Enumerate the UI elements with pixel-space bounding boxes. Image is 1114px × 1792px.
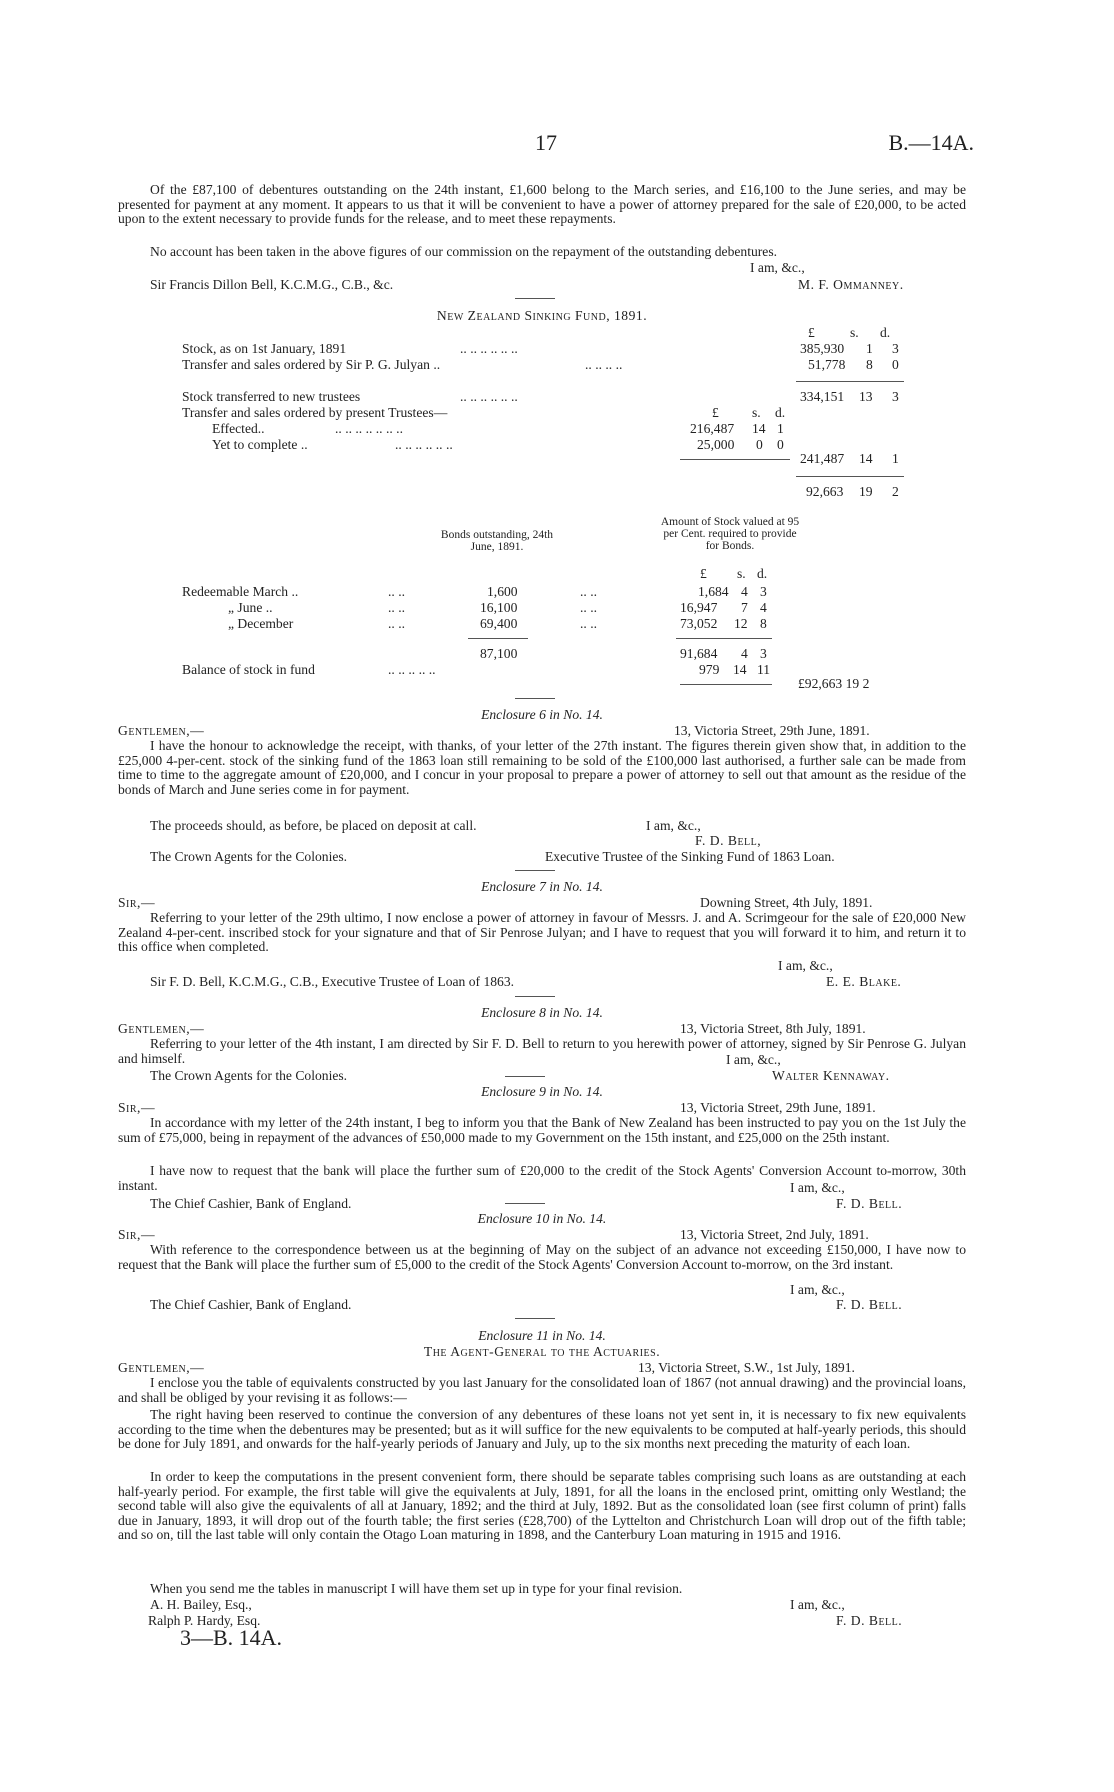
enc7-title: Enclosure 7 in No. 14.	[481, 879, 603, 894]
divider	[515, 870, 555, 871]
divider	[505, 1203, 545, 1204]
enc6-para-1: I have the honour to acknowledge the receipt, with thanks, of your letter of the 27th instant. The figures therein given show that, in addition to the £25,000 4-per-cent. stock of the sinking fund of the 1863 loan still remaining to be sold of the £100,000 last authorised, a further sale can be made from time to time to the aggregate amount of £20,000, and I concur in your proposal to prepare a power of attorney to sell out that amount as the residue of the bonds of March and June series come in for payment.	[118, 738, 966, 797]
enc9-para-1: In accordance with my letter of the 24th instant, I beg to inform you that the Bank of New Zealand has been instructed to pay you on the 1st July the sum of £75,000, being in repayment of the advances of £50,000 made to my Government on the 15th instant, and £25,000 on the 25th instant.	[118, 1115, 966, 1145]
bond-row-dots: .. .. .. .. ..	[388, 662, 436, 677]
bond-row-label: „ June ..	[228, 600, 273, 615]
bonds-balance-label: Balance of stock in fund	[182, 662, 315, 677]
ommanney-para-2: No account has been taken in the above figures of our commission on the repayment of the outstanding debentures.	[150, 244, 778, 259]
bond-row-outstanding: 16,100	[480, 600, 518, 615]
sf-transferred-dots: .. .. .. .. .. ..	[460, 389, 518, 404]
sf-present-total-s: 14	[859, 451, 873, 466]
col-d: d.	[880, 325, 891, 340]
sf-balance-s: 19	[859, 484, 873, 499]
enc8-para-1: Referring to your letter of the 4th instant, I am directed by Sir F. D. Bell to return to you herewith power of attorney, signed by Sir Penrose G. Julyan and himself.	[118, 1036, 966, 1066]
bond-row-dots: .. ..	[580, 584, 597, 599]
inner-col-s: s.	[752, 405, 761, 420]
col-pound: £	[808, 325, 815, 340]
sf-effected-dots: .. .. .. .. .. .. ..	[335, 421, 403, 436]
bond-row-dots: .. ..	[388, 600, 405, 615]
page-number: 17	[535, 130, 557, 155]
enc11-address: 13, Victoria Street, S.W., 1st July, 1891.	[638, 1360, 855, 1375]
sf-row-dots: .. .. .. .. .. ..	[460, 341, 518, 356]
bonds-balance-pounds: 979	[699, 662, 720, 677]
enc9-address: 13, Victoria Street, 29th June, 1891.	[680, 1100, 876, 1115]
enc9-salutation: Sir,—	[118, 1100, 156, 1115]
bond-row-s: 7	[741, 600, 748, 615]
sf-balance-d: 2	[892, 484, 899, 499]
bonds-col-s: s.	[737, 566, 746, 581]
bonds-balance-d: 11	[757, 662, 771, 677]
bond-row-pounds: 73,052	[680, 616, 718, 631]
enc9-title: Enclosure 9 in No. 14.	[481, 1084, 603, 1099]
sf-present-total-pounds: 241,487	[800, 451, 845, 466]
bond-row-pounds: 16,947	[680, 600, 718, 615]
enc8-title: Enclosure 8 in No. 14.	[481, 1005, 603, 1020]
sf-effected-s: 14	[752, 421, 766, 436]
bonds-total-pounds: 91,684	[680, 646, 718, 661]
bonds-grand-total: £92,663 19 2	[798, 676, 870, 691]
col-s: s.	[850, 325, 859, 340]
bonds-rule	[676, 638, 772, 639]
bond-row-s: 12	[734, 616, 748, 631]
bonds-col-pound: £	[700, 566, 707, 581]
sf-yet-label: Yet to complete ..	[212, 437, 308, 452]
enc11-para-3: In order to keep the computations in the present convenient form, there should be separate tables comprising such loans as are outstanding at each half-yearly period. For example, the first table will give the equivalents at July, 1891, for all the loans in the enclosed print, omitting only Westland; the second table will also give the equivalents of all at January, 1892; and the third at July, 1892. But as the consolidated loan (see first column of print) falls due in January, 1893, it will drop out of the fourth table; the first series (£28,700) of the Lyttelton and Christchurch Loan will drop out of the fifth table; and so on, till the last table will only contain the Otago Loan maturing in 1898, and the Canterbury Loan maturing in 1915 and 1916.	[118, 1469, 966, 1543]
enc9-signature: F. D. Bell.	[836, 1196, 903, 1211]
divider	[515, 1318, 555, 1319]
enc8-closing: I am, &c.,	[726, 1052, 781, 1067]
enc8-signature: Walter Kennaway.	[772, 1068, 890, 1083]
enc6-address: 13, Victoria Street, 29th June, 1891.	[674, 723, 870, 738]
enc11-addressee-1: A. H. Bailey, Esq.,	[150, 1597, 252, 1612]
enc11-para-2: The right having been reserved to continue the conversion of any debentures of these loans not yet sent in, it is necessary to fix new equivalents according to the time when the debentures may be presented; but as it will suffice for the new equivalents to be computed at half-yearly periods, this should be done for July 1891, and onwards for the half-yearly periods of January and July, up to the six months next preceding the maturity of each loan.	[118, 1407, 966, 1452]
divider	[515, 698, 555, 699]
bonds-rule	[680, 684, 772, 685]
bond-row-dots: .. ..	[580, 616, 597, 631]
ommanney-signature: M. F. Ommanney.	[798, 277, 904, 292]
enc10-addressee: The Chief Cashier, Bank of England.	[150, 1297, 352, 1312]
sf-row-dots: .. .. .. ..	[585, 357, 623, 372]
sf-effected-label: Effected..	[212, 421, 265, 436]
enc7-signature: E. E. Blake.	[826, 974, 902, 989]
bonds-head-outstanding: Bonds outstanding, 24th June, 1891.	[440, 529, 554, 553]
inner-col-pound: £	[712, 405, 719, 420]
enc6-addressee: The Crown Agents for the Colonies.	[150, 849, 348, 864]
enc11-signature: F. D. Bell.	[836, 1613, 903, 1628]
sf-transferred-label: Stock transferred to new trustees	[182, 389, 361, 404]
sf-balance-pounds: 92,663	[806, 484, 844, 499]
sf-subtotal-pounds: 334,151	[800, 389, 845, 404]
bond-row-outstanding: 69,400	[480, 616, 518, 631]
bonds-head-stock: Amount of Stock valued at 95 per Cent. required to provide for Bonds.	[660, 516, 800, 552]
sf-row-label: Transfer and sales ordered by Sir P. G. Julyan ..	[182, 357, 441, 372]
enc10-para-1: With reference to the correspondence between us at the beginning of May on the subject of an advance not exceeding £150,000, I have now to request that the Bank will place the further sum of £5,000 to the credit of the Stock Agents' Conversion Account to-morrow, on the 3rd instant.	[118, 1242, 966, 1272]
sf-present-label: Transfer and sales ordered by present Trustees—	[182, 405, 448, 420]
sf-row-pounds: 51,778	[808, 357, 846, 372]
enc9-addressee: The Chief Cashier, Bank of England.	[150, 1196, 352, 1211]
divider	[515, 996, 555, 997]
enc6-signature: F. D. Bell,	[695, 833, 762, 848]
total-rule	[796, 476, 904, 477]
bond-row-d: 8	[760, 616, 767, 631]
sinking-fund-title: New Zealand Sinking Fund, 1891.	[436, 308, 648, 323]
enc10-salutation: Sir,—	[118, 1227, 156, 1242]
sheet-reference: 3—B. 14A.	[180, 1625, 283, 1650]
enc7-addressee: Sir F. D. Bell, K.C.M.G., C.B., Executive Trustee of Loan of 1863.	[150, 974, 515, 989]
bonds-rule	[468, 638, 528, 639]
sf-effected-pounds: 216,487	[690, 421, 735, 436]
bond-row-outstanding: 1,600	[487, 584, 518, 599]
sf-row-label: Stock, as on 1st January, 1891	[182, 341, 347, 356]
total-rule	[796, 381, 904, 382]
enc6-salutation: Gentlemen,—	[118, 723, 205, 738]
enc11-addressee-2: Ralph P. Hardy, Esq.	[148, 1613, 261, 1628]
ommanney-para-1: Of the £87,100 of debentures outstanding on the 24th instant, £1,600 belong to the March series, and £16,100 to the June series, and may be presented for payment at any moment. It appears to us that it will be convenient to have a power of attorney prepared for the sale of £20,000, to be acted upon to the extent necessary to provide funds for the release, and to meet these repayments.	[118, 182, 966, 227]
bond-row-s: 4	[741, 584, 748, 599]
sf-yet-dots: .. .. .. .. .. ..	[395, 437, 453, 452]
bond-row-dots: .. ..	[388, 584, 405, 599]
bonds-total-d: 3	[760, 646, 767, 661]
sf-yet-s: 0	[756, 437, 763, 452]
sf-yet-pounds: 25,000	[697, 437, 735, 452]
sf-row-d: 3	[892, 341, 899, 356]
ommanney-closing: I am, &c.,	[750, 260, 805, 275]
bonds-total-outstanding: 87,100	[480, 646, 518, 661]
bond-row-dots: .. ..	[388, 616, 405, 631]
enc9-para-2: I have now to request that the bank will place the further sum of £20,000 to the credit of the Stock Agents' Conversion Account to-morrow, 30th instant.	[118, 1163, 966, 1193]
sf-effected-d: 1	[777, 421, 784, 436]
enc7-closing: I am, &c.,	[778, 958, 833, 973]
enc7-para-1: Referring to your letter of the 29th ultimo, I now enclose a power of attorney in favour of Messrs. J. and A. Scrimgeour for the sale of £20,000 New Zealand 4-per-cent. inscribed stock for your signature and that of Sir Penrose Julyan; and I have to request that you will forward it to him, and return it to this office when completed.	[118, 910, 966, 955]
ommanney-addressee: Sir Francis Dillon Bell, K.C.M.G., C.B., &c.	[150, 277, 394, 292]
bonds-balance-s: 14	[733, 662, 747, 677]
subtotal-rule	[680, 459, 790, 460]
enc6-closing: I am, &c.,	[646, 818, 701, 833]
enc11-para-4: When you send me the tables in manuscript I will have them set up in type for your final revision.	[150, 1581, 683, 1596]
divider	[505, 1076, 545, 1077]
bond-row-pounds: 1,684	[698, 584, 729, 599]
enc10-address: 13, Victoria Street, 2nd July, 1891.	[680, 1227, 869, 1242]
enc9-closing: I am, &c.,	[790, 1180, 845, 1195]
bond-row-d: 4	[760, 600, 767, 615]
enc11-subtitle: The Agent-General to the Actuaries.	[423, 1344, 661, 1359]
sf-row-s: 1	[866, 341, 873, 356]
enc10-title: Enclosure 10 in No. 14.	[477, 1211, 607, 1226]
enc8-addressee: The Crown Agents for the Colonies.	[150, 1068, 348, 1083]
enc10-closing: I am, &c.,	[790, 1282, 845, 1297]
bonds-total-s: 4	[741, 646, 748, 661]
enc7-salutation: Sir,—	[118, 895, 156, 910]
enc6-para-2: The proceeds should, as before, be placed on deposit at call.	[150, 818, 477, 833]
bond-row-dots: .. ..	[580, 600, 597, 615]
enc11-closing: I am, &c.,	[790, 1597, 845, 1612]
enc10-signature: F. D. Bell.	[836, 1297, 903, 1312]
enc11-salutation: Gentlemen,—	[118, 1360, 205, 1375]
document-reference: B.—14A.	[888, 130, 974, 155]
enc8-address: 13, Victoria Street, 8th July, 1891.	[680, 1021, 866, 1036]
enc6-title: Enclosure 6 in No. 14.	[481, 707, 603, 722]
enc11-para-1: I enclose you the table of equivalents constructed by you last January for the consolidated loan of 1867 (not annual drawing) and the provincial loans, and shall be obliged by your revising it as follows:—	[118, 1375, 966, 1405]
sf-subtotal-s: 13	[859, 389, 873, 404]
bond-row-label: Redeemable March ..	[182, 584, 299, 599]
inner-col-d: d.	[775, 405, 786, 420]
sf-subtotal-d: 3	[892, 389, 899, 404]
enc6-title-line: Executive Trustee of the Sinking Fund of 1863 Loan.	[545, 849, 835, 864]
sf-row-pounds: 385,930	[800, 341, 845, 356]
bond-row-d: 3	[760, 584, 767, 599]
sf-row-s: 8	[866, 357, 873, 372]
enc7-address: Downing Street, 4th July, 1891.	[700, 895, 873, 910]
enc11-title: Enclosure 11 in No. 14.	[478, 1328, 606, 1343]
sf-row-d: 0	[892, 357, 899, 372]
bond-row-label: „ December	[228, 616, 294, 631]
sf-yet-d: 0	[777, 437, 784, 452]
divider	[515, 298, 555, 299]
sf-present-total-d: 1	[892, 451, 899, 466]
enc8-salutation: Gentlemen,—	[118, 1021, 205, 1036]
bonds-col-d: d.	[757, 566, 768, 581]
